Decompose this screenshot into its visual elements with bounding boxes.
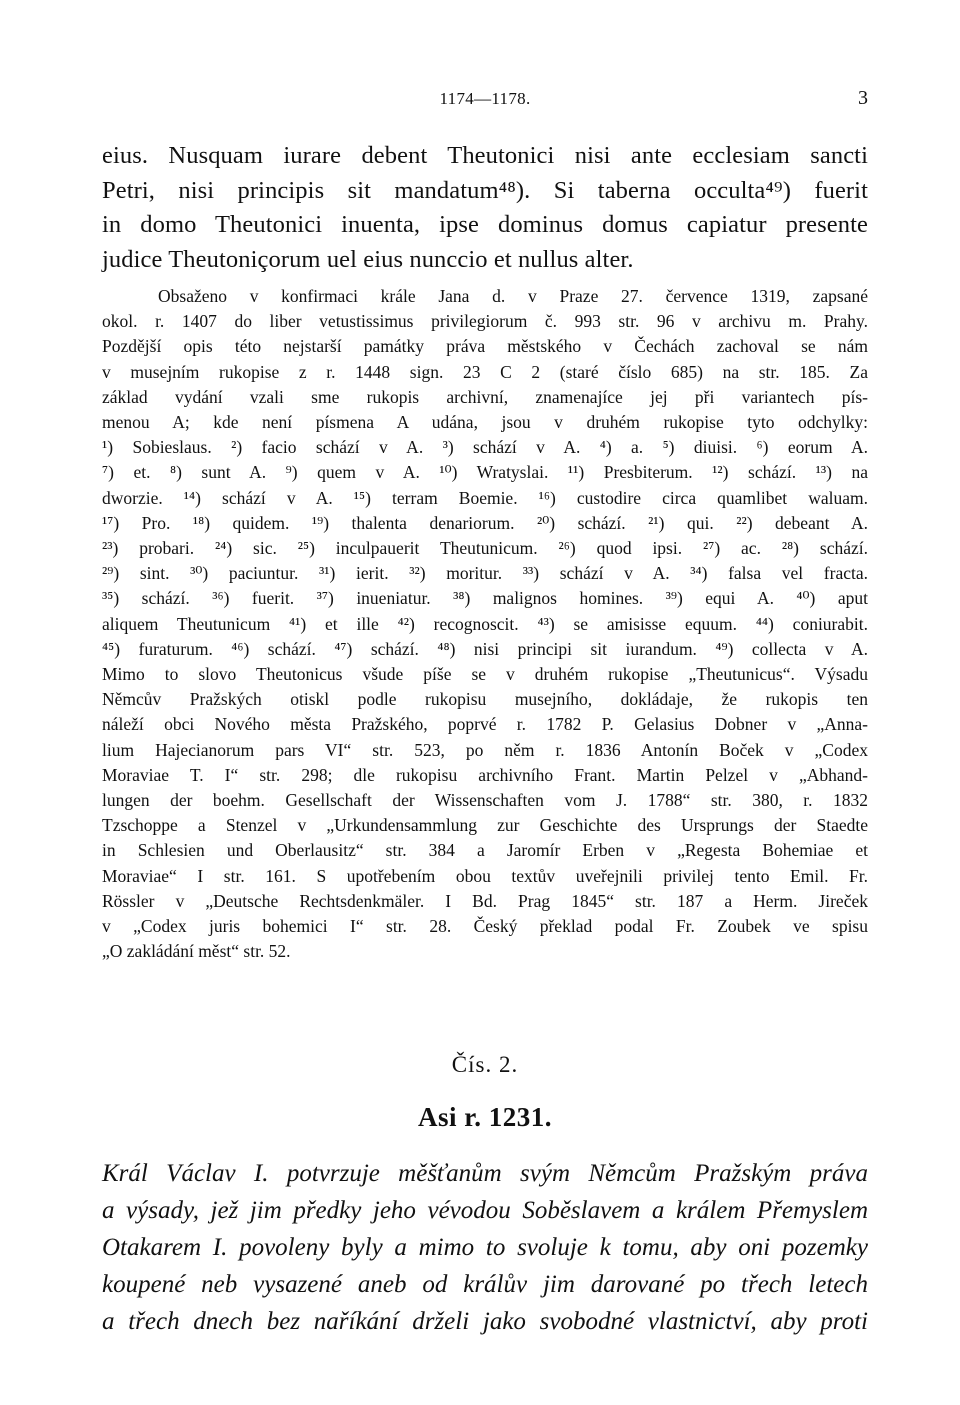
regest-line: a výsady, jež jim předky jeho vévodou Soběslavem a králem Přemyslem xyxy=(102,1197,868,1224)
year-range: 1174—1178. xyxy=(439,89,531,108)
commentary-line: „O zakládání měst“ str. 52. xyxy=(102,941,291,962)
latin-charter-text xyxy=(102,139,868,277)
commentary-line: in Schlesien und Oberlausitz“ str. 384 a Jaromír Erben v „Regesta Bohemiae et xyxy=(102,840,868,861)
variant-line: ⁷) et. ⁸) sunt A. ⁹) quem v A. ¹⁰) Wratyslai. ¹¹) Presbiterum. ¹²) schází. ¹³) na xyxy=(102,462,868,483)
running-head xyxy=(102,89,868,113)
commentary-line: okol. r. 1407 do liber vetustissimus privilegiorum č. 993 str. 96 v archivu m. Prahy. xyxy=(102,311,868,332)
variant-line: ¹) Sobieslaus. ²) facio schází v A. ³) schází v A. ⁴) a. ⁵) diuisi. ⁶) eorum A. xyxy=(102,437,868,458)
regest-line: Král Václav I. potvrzuje měšťanům svým Němcům Pražským práva xyxy=(102,1160,868,1187)
commentary-line: Tzschoppe a Stenzel v „Urkundensammlung zur Geschichte des Ursprungs der Staedte xyxy=(102,815,868,836)
variant-line: ³⁵) schází. ³⁶) fuerit. ³⁷) inueniatur. ³⁸) malignos homines. ³⁹) equi A. ⁴⁰) aput xyxy=(102,588,868,609)
variant-line: ²³) probari. ²⁴) sic. ²⁵) inculpauerit Theutunicum. ²⁶) quod ipsi. ²⁷) ac. ²⁸) schází. xyxy=(102,538,868,559)
variant-line: ⁴⁵) furaturum. ⁴⁶) schází. ⁴⁷) schází. ⁴⁸) nisi principi sit iurandum. ⁴⁹) collecta v A. xyxy=(102,638,868,659)
commentary-line: v „Codex juris bohemici I“ str. 28. Český překlad podal Fr. Zoubek ve spisu xyxy=(102,916,868,937)
commentary-line: lungen der boehm. Gesellschaft der Wissenschaften vom J. 1788“ str. 380, r. 1832 xyxy=(102,790,868,811)
commentary-line: Moraviae“ I str. 161. S upotřebením obou textův uveřejnili privilej tento Emil. Fr. xyxy=(102,865,868,886)
variant-line: ¹⁷) Pro. ¹⁸) quidem. ¹⁹) thalenta denariorum. ²⁰) schází. ²¹) qui. ²²) debeant A. xyxy=(102,512,868,533)
commentary-line: Mimo to slovo Theutonicus všude píše se v druhém rukopise „Theutunicus“. Výsadu xyxy=(102,664,868,685)
commentary-line: Němcův Pražských otiskl podle rukopisu musejního, dokládaje, že rukopis ten xyxy=(102,689,868,710)
date-heading: Asi r. 1231. xyxy=(417,1102,552,1132)
latin-line: Petri, nisi principis sit mandatum⁴⁸). Si taberna occulta⁴⁹) fuerit xyxy=(102,176,868,204)
commentary-line: náleží obci Nového města Pražského, poprvé r. 1782 P. Gelasius Dobner v „Anna- xyxy=(102,714,868,735)
variant-line: ²⁹) sint. ³⁰) paciuntur. ³¹) ierit. ³²) moritur. ³³) schází v A. ³⁴) falsa vel fracta. xyxy=(102,563,868,584)
latin-line: eius. Nusquam iurare debent Theutonici nisi ante ecclesiam sancti xyxy=(102,142,868,169)
commentary-line: Pozdější opis této nejstarší památky práva městského v Čechách zachoval se nám xyxy=(102,336,868,357)
commentary-line: Moraviae T. I“ str. 298; dle rukopisu archivního Frant. Martin Pelzel v „Abhand- xyxy=(102,764,868,785)
page-number: 3 xyxy=(858,87,868,109)
commentary-line: Rössler v „Deutsche Rechtsdenkmäler. I Bd. Prag 1845“ str. 187 a Herm. Jireček xyxy=(102,890,868,911)
commentary-line: lium Hajecianorum pars VI“ str. 523, po něm r. 1836 Antonín Boček v „Codex xyxy=(102,739,868,760)
commentary-line: Obsaženo v konfirmaci krále Jana d. v Praze 27. července 1319, zapsané xyxy=(158,286,868,306)
regest-summary xyxy=(102,1155,868,1340)
commentary-line: menou A; kde není písmena A udána, jsou v druhém rukopise tyto odchylky: xyxy=(102,412,868,433)
commentary-line: základ vydání vzali sme rukopis archivní, znamenajíce jej při variantech pís- xyxy=(102,386,868,407)
latin-line: in domo Theutonici inuenta, ipse dominus domus capiatur presente xyxy=(102,211,868,238)
regest-line: a třech dnech bez naříkání drželi jako svobodné vlastnictví, aby proti xyxy=(102,1308,868,1335)
latin-line: judice Theutoniçorum uel eius nunccio et nullus alter. xyxy=(102,245,634,273)
variant-line: dworzie. ¹⁴) schází v A. ¹⁵) terram Boemie. ¹⁶) custodire circa quamlibet waluam. xyxy=(102,487,868,508)
regest-line: Otakarem I. povoleny byly a mimo to svoluje k tomu, aby oni pozemky xyxy=(102,1234,868,1261)
variant-line: aliquem Theutunicum ⁴¹) et ille ⁴²) recognoscit. ⁴³) se amisisse equum. ⁴⁴) coniurabit. xyxy=(102,613,868,634)
regest-line: koupené neb vysazené aneb od králův jim darované po třech letech xyxy=(102,1271,868,1298)
commentary-line: v musejním rukopise z r. 1448 sign. 23 C 2 (staré číslo 685) na str. 185. Za xyxy=(102,361,868,382)
editorial-commentary xyxy=(102,284,868,964)
document-number: Čís. 2. xyxy=(451,1052,519,1077)
